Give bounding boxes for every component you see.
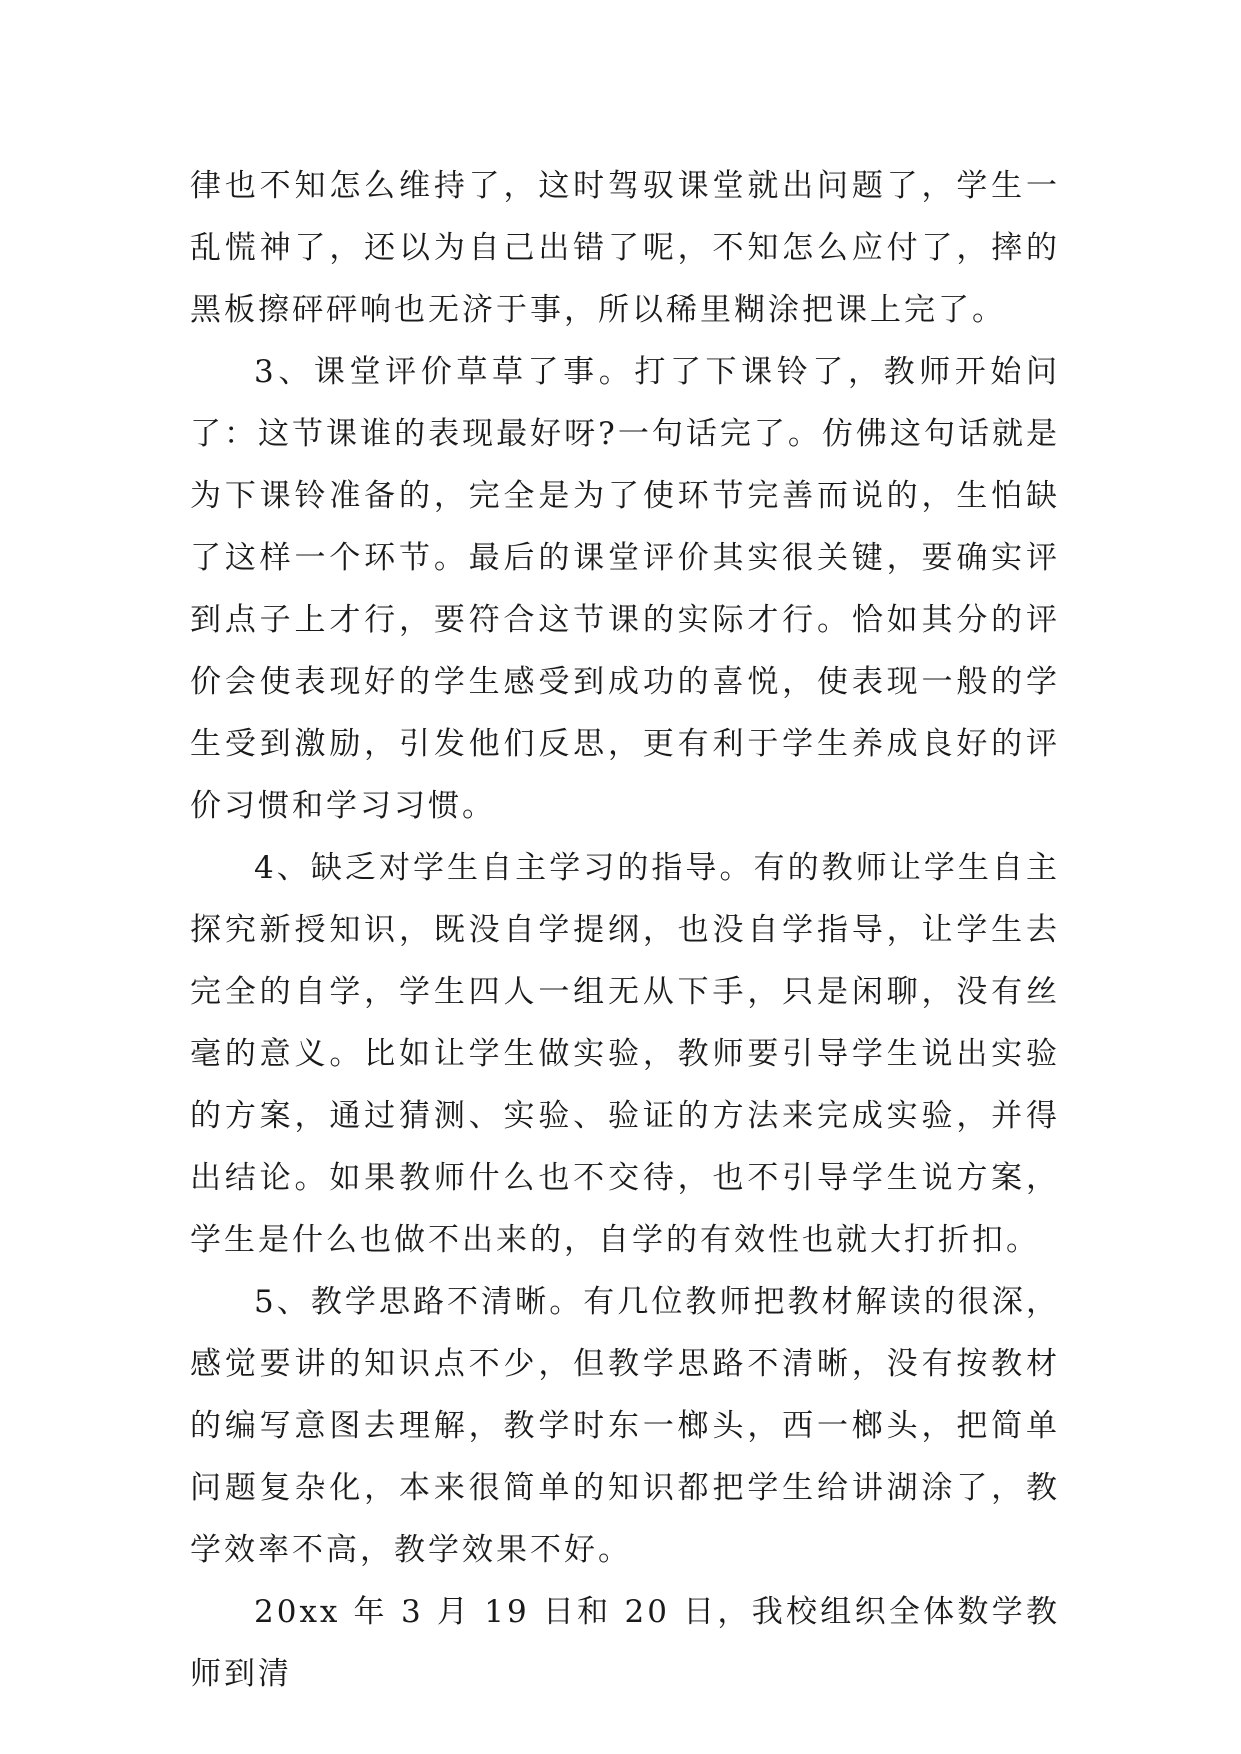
paragraph-continuation: 律也不知怎么维持了，这时驾驭课堂就出问题了，学生一乱慌神了，还以为自己出错了呢，不知怎么应付了，摔的黑板擦砰砰响也无济于事，所以稀里糊涂把课上完了。 <box>190 168 1060 328</box>
paragraph-item-4: 4、缺乏对学生自主学习的指导。有的教师让学生自主探究新授知识，既没自学提纲，也没自学指导，让学生去完全的自学，学生四人一组无从下手，只是闲聊，没有丝毫的意义。比如让学生做实验，教师要引导学生说出实验的方案，通过猜测、实验、验证的方法来完成实验，并得出结论。如果教师什么也不交待，也不引导学生说方案，学生是什么也做不出来的，自学的有效性也就大打折扣。 <box>190 850 1060 1258</box>
paragraph-item-5: 5、教学思路不清晰。有几位教师把教材解读的很深，感觉要讲的知识点不少，但教学思路不清晰，没有按教材的编写意图去理解，教学时东一榔头，西一榔头，把简单问题复杂化，本来很简单的知识都把学生给讲湖涂了，教学效率不高，教学效果不好。 <box>190 1284 1060 1568</box>
paragraph-closing: 20xx 年 3 月 19 日和 20 日，我校组织全体数学教师到清 <box>190 1594 1060 1692</box>
paragraph-item-3: 3、课堂评价草草了事。打了下课铃了，教师开始问了：这节课谁的表现最好呀?一句话完了。仿佛这句话就是为下课铃准备的，完全是为了使环节完善而说的，生怕缺了这样一个环节。最后的课堂评价其实很关键，要确实评到点子上才行，要符合这节课的实际才行。恰如其分的评价会使表现好的学生感受到成功的喜悦，使表现一般的学生受到激励，引发他们反思，更有利于学生养成良好的评价习惯和学习习惯。 <box>190 354 1060 824</box>
document-body <box>190 155 1060 1705</box>
